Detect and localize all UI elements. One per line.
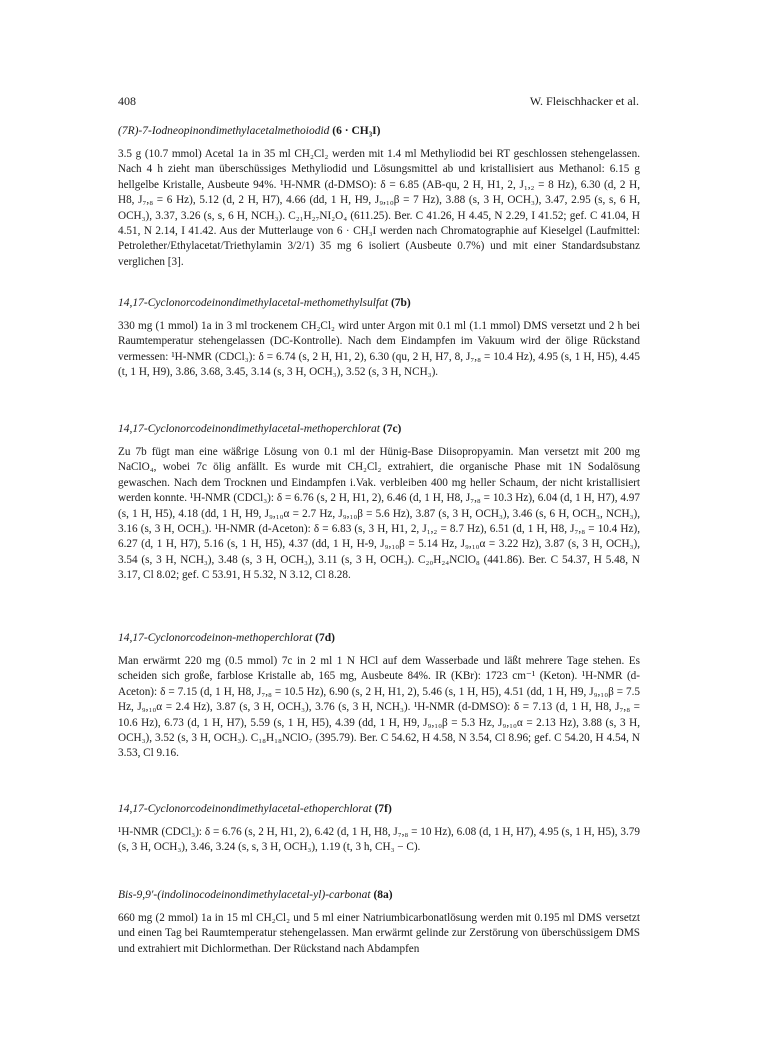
running-author: W. Fleischhacker et al. [529,94,639,108]
section-body: 330 mg (1 mmol) 1a in 3 ml trockenem CH₂Cl₂ wird unter Argon mit 0.1 ml (1.1 mmol) DMS versetzt und 2 h bei Raumtemperatur stehengelassen (DC-Kontrolle). Nach dem Eindampfen im Vakuum wird der ölige Rückstand vermessen: ¹H-NMR (CDCl₃): δ = 6.74 (s, 2 H, H1, 2), 6.30 (qu, 2 H, H7, 8, J₇,₈ = 10.4 Hz), 4.95 (s, 1 H, H5), 4.45 (t, 1 H, H9), 3.86, 3.68, 3.45, 3.14 (s, 3 H, OCH₃), 3.52 (s, 3 H, NCH₃). [118,320,640,379]
compound-label: (7d) [315,632,335,644]
section-title: (7R)-7-Iodneopinondimethylacetalmethoiodid [118,125,330,137]
section-heading [118,296,640,310]
section-title: 14,17-Cyclonorcodeinon-methoperchlorat [118,632,313,644]
section-heading [118,631,640,645]
section-body: 3.5 g (10.7 mmol) Acetal 1a in 35 ml CH₂Cl₂ werden mit 1.4 ml Methyliodid bei RT geschlossen stehengelassen. Nach 4 h zieht man überschüssiges Methyliodid und Lösungsmittel ab und kristallisiert aus Methanol: 6.15 g hellgelbe Kristalle, Ausbeute 94%. ¹H-NMR (d-DMSO): δ = 6.85 (AB-qu, 2 H, H1, 2, J₁,₂ = 8 Hz), 6.30 (d, 2 H, H8, J₇,₈ = 6 Hz), 5.12 (d, 2 H, H7), 4.66 (dd, 1 H, H9, J₉,₁₀β = 7 Hz), 3.88 (s, 3 H, OCH₃), 3.47, 2.95 (s, s, 6 H, OCH₃), 3.37, 3.26 (s, s, 6 H, NCH₃). C₂₁H₂₇NI₂O₄ (611.25). Ber. C 41.26, H 4.45, N 2.29, I 41.52; gef. C 41.04, H 4.51, N 2.14, I 41.42. Aus der Mutterlauge von 6 · CH₃I werden nach Chromatographie auf Kieselgel (Laufmittel: Petrolether/Ethylacetat/Triethylamin 3/2/1) 35 mg 6 isoliert (Ausbeute 0.7%) und mit einer Standardsubstanz verglichen [3]. [118,148,640,268]
section-compound-7d [118,631,640,762]
section-compound-6 [118,124,640,270]
section-title: 14,17-Cyclonorcodeinondimethylacetal-methomethylsulfat [118,297,389,309]
compound-label: (6 · CH₃I) [332,125,381,137]
section-heading [118,422,640,436]
section-body: Man erwärmt 220 mg (0.5 mmol) 7c in 2 ml 1 N HCl auf dem Wasserbade und läßt mehrere Tage stehen. Es scheiden sich große, farblose Kristalle ab, 165 mg, Ausbeute 84%. IR (KBr): 1723 cm⁻¹ (Keton). ¹H-NMR (d-Aceton): δ = 7.15 (d, 1 H, H8, J₇,₈ = 10.5 Hz), 6.90 (s, 2 H, H1, 2), 5.46 (s, 1 H, H5), 4.51 (dd, 1 H, H9, J₉,₁₀β = 7.5 Hz, J₉,₁₀α = 2.4 Hz), 3.87 (s, 3 H, OCH₃), 3.76 (s, 3 H, NCH₃). ¹H-NMR (d-DMSO): δ = 7.13 (d, 1 H, H8, J₇,₈ = 10.6 Hz), 6.73 (d, 1 H, H7), 5.59 (s, 1 H, H5), 4.39 (dd, 1 H, H9, J₉,₁₀β = 5.3 Hz, J₉,₁₀α = 2.13 Hz), 3.88 (s, 3 H, OCH₃), 3.52 (s, 3 H, OCH₃). C₁₈H₁₈NClO₇ (395.79). Ber. C 54.62, H 4.58, N 3.54, Cl 8.96; gef. C 54.20, H 4.54, N 3.53, Cl 9.16. [118,655,640,760]
section-title: 14,17-Cyclonorcodeinondimethylacetal-methoperchlorat [118,423,380,435]
section-compound-7b [118,296,640,381]
compound-label: (7f) [374,803,392,815]
compound-label: (7c) [382,423,402,435]
page-header [118,94,639,109]
section-heading [118,124,640,138]
section-body: ¹H-NMR (CDCl₃): δ = 6.76 (s, 2 H, H1, 2), 6.42 (d, 1 H, H8, J₇,₈ = 10 Hz), 6.08 (d, 1 H, H7), 4.95 (s, 1 H, H5), 3.79 (s, 3 H, OCH₃), 3.46, 3.24 (s, s, 3 H, OCH₃), 1.19 (t, 3 h, CH₃ − C). [118,826,640,854]
section-compound-8a [118,888,640,957]
section-compound-7c [118,422,640,584]
compound-label: (8a) [373,889,393,901]
section-compound-7f [118,802,640,856]
section-body: 660 mg (2 mmol) 1a in 15 ml CH₂Cl₂ und 5 ml einer Natriumbicarbonatlösung werden mit 0.195 ml DMS versetzt und einen Tag bei Raumtemperatur stehengelassen. Man erwärmt gelinde zur Zerstörung von überschüssigem DMS und extrahiert mit Dichlormethan. Der Rückstand nach Abdampfen [118,912,640,955]
section-heading [118,888,640,902]
section-body: Zu 7b fügt man eine wäßrige Lösung von 0.1 ml der Hünig-Base Diisopropyamin. Man versetzt mit 200 mg NaClO₄, wobei 7c ölig anfällt. Es wurde mit CH₂Cl₂ extrahiert, die organische Phase mit 1N Sodalösung gewaschen. Nach dem Trocknen und Eindampfen i.Vak. verbleiben 400 mg heller Schaum, der nicht kristallisiert werden konnte. ¹H-NMR (CDCl₃): δ = 6.76 (s, 2 H, H1, 2), 6.46 (d, 1 H, H8, J₇,₈ = 10.3 Hz), 6.04 (d, 1 H, H7), 4.97 (s, 1 H, H5), 4.18 (dd, 1 H, H9, J₉,₁₀α = 2.7 Hz, J₉,₁₀β = 5.6 Hz), 3.87 (s, 3 H, OCH₃), 3.46 (s, 6 H, OCH₃, NCH₃), 3.16 (s, 3 H, OCH₃). ¹H-NMR (d-Aceton): δ = 6.83 (s, 3 H, H1, 2, J₁,₂ = 8.7 Hz), 6.51 (d, 1 H, H8, J₇,₈ = 10.4 Hz), 6.27 (d, 1 H, H7), 5.16 (s, 1 H, H5), 4.37 (dd, 1 H, H-9, J₉,₁₀β = 5.14 Hz, J₉,₁₀α = 3.22 Hz), 3.87 (s, 3 H, OCH₃), 3.54 (s, 3 H, NCH₃), 3.48 (s, 3 H, OCH₃), 3.11 (s, 3 H, OCH₃). C₂₀H₂₄NClO₈ (441.86). Ber. C 54.37, H 5.48, N 3.17, Cl 8.02; gef. C 53.91, H 5.32, N 3.12, Cl 8.28. [118,446,640,582]
page-number: 408 [118,94,136,108]
compound-label: (7b) [390,297,411,309]
section-title: Bis-9,9′-(indolinocodeinondimethylacetal-yl)-carbonat [118,889,371,901]
section-title: 14,17-Cyclonorcodeinondimethylacetal-ethoperchlorat [118,803,372,815]
section-heading [118,802,640,816]
